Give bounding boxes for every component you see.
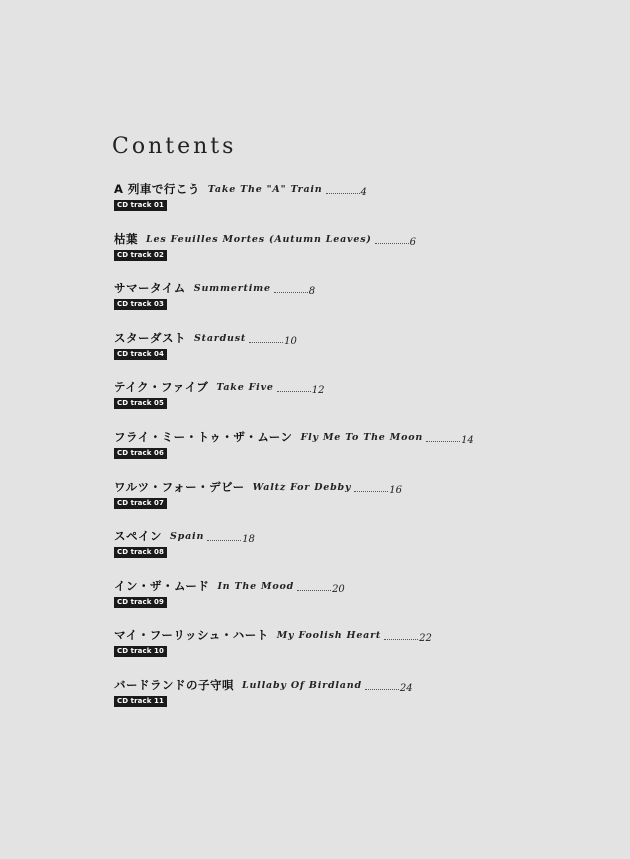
dot-leader: [297, 586, 331, 591]
toc-entry-line: [114, 376, 514, 397]
toc-entry-11[interactable]: [114, 674, 514, 724]
english-title: Take The "A" Train: [207, 184, 323, 195]
cd-track-badge: CD track 10: [114, 646, 167, 657]
page-number: 22: [419, 633, 432, 645]
english-title: Summertime: [193, 283, 271, 295]
cd-track-badge: CD track 05: [114, 398, 167, 409]
cd-track-badge: CD track 01: [114, 200, 167, 211]
english-title: Spain: [170, 531, 205, 543]
dot-leader: [354, 487, 388, 492]
toc-entry-03[interactable]: [114, 277, 514, 327]
dot-leader: [426, 437, 460, 442]
cd-track-badge: CD track 02: [114, 250, 167, 261]
cd-track-badge: CD track 11: [114, 696, 167, 707]
page-number: 6: [409, 236, 417, 248]
english-title: Take Five: [216, 382, 274, 394]
toc-entry-line: [114, 178, 514, 196]
toc-entry-06[interactable]: [114, 426, 514, 476]
toc-entry-04[interactable]: [114, 327, 514, 377]
toc-entry-line: [114, 674, 514, 692]
toc-entry-line: [114, 228, 514, 246]
japanese-title: スターダスト: [114, 330, 186, 345]
table-of-contents: [114, 178, 514, 724]
japanese-title: マイ・フーリッシュ・ハート: [114, 628, 269, 643]
page-number: 14: [461, 434, 474, 446]
english-title: My Foolish Heart: [276, 630, 382, 642]
english-title: Waltz For Debby: [252, 481, 352, 493]
page-number: 8: [308, 286, 316, 298]
dot-leader: [375, 239, 409, 244]
page-number: 20: [332, 583, 345, 595]
page-number: 24: [399, 682, 413, 694]
page-number: 12: [311, 385, 325, 397]
japanese-title: バードランドの子守唄: [114, 677, 234, 692]
english-title: Stardust: [194, 332, 247, 344]
dot-leader: [249, 338, 283, 343]
japanese-title: A 列車で行こう: [114, 182, 200, 196]
japanese-title: ワルツ・フォー・デビー: [114, 479, 245, 494]
japanese-title: 枯葉: [114, 231, 138, 246]
english-title: Fly Me To The Moon: [300, 431, 424, 443]
contents-heading: Contents: [112, 134, 237, 159]
dot-leader: [365, 685, 399, 690]
japanese-title: スペイン: [114, 529, 162, 544]
toc-entry-line: [114, 525, 514, 546]
japanese-title: イン・ザ・ムード: [114, 578, 210, 593]
toc-entry-10[interactable]: [114, 624, 514, 674]
dot-leader: [326, 189, 360, 194]
cd-track-badge: CD track 03: [114, 299, 167, 310]
toc-entry-line: [114, 476, 514, 494]
toc-entry-08[interactable]: [114, 525, 514, 575]
japanese-title: サマータイム: [114, 281, 186, 296]
english-title: In The Mood: [217, 580, 295, 592]
page-number: 4: [360, 187, 367, 198]
page-number: 18: [242, 534, 255, 546]
cd-track-badge: CD track 06: [114, 448, 167, 459]
toc-entry-line: [114, 277, 514, 298]
dot-leader: [274, 288, 308, 293]
page-number: 10: [284, 335, 297, 347]
toc-entry-line: [114, 426, 514, 444]
japanese-title: フライ・ミー・トゥ・ザ・ムーン: [114, 429, 293, 444]
page-number: 16: [389, 484, 403, 496]
cd-track-badge: CD track 04: [114, 349, 167, 360]
toc-entry-02[interactable]: [114, 228, 514, 278]
dot-leader: [384, 635, 418, 640]
english-title: Lullaby Of Birdland: [242, 679, 362, 691]
cd-track-badge: CD track 09: [114, 597, 167, 608]
cd-track-badge: CD track 08: [114, 547, 167, 558]
toc-entry-line: [114, 624, 514, 645]
toc-entry-09[interactable]: [114, 575, 514, 625]
dot-leader: [207, 536, 241, 541]
toc-entry-01[interactable]: [114, 178, 514, 228]
toc-entry-07[interactable]: [114, 476, 514, 526]
japanese-title: テイク・ファイブ: [114, 380, 209, 395]
toc-entry-line: [114, 575, 514, 593]
english-title: Les Feuilles Mortes (Autumn Leaves): [146, 233, 372, 245]
dot-leader: [277, 387, 311, 392]
toc-entry-line: [114, 327, 514, 345]
toc-entry-05[interactable]: [114, 376, 514, 426]
cd-track-badge: CD track 07: [114, 498, 167, 509]
